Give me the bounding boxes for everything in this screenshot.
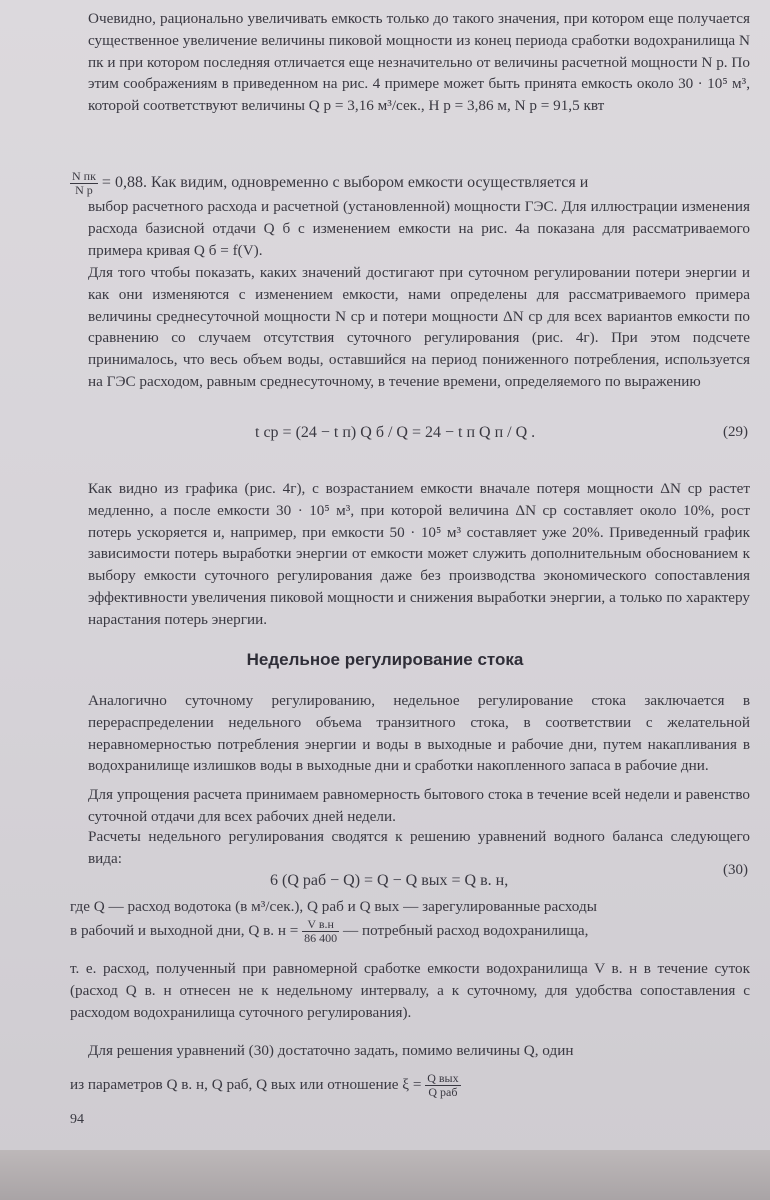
formula-29: t ср = (24 − t п) Q б / Q = 24 − t п Q п / Q . (255, 424, 536, 441)
formula-30: 6 (Q раб − Q) = Q − Q вых = Q в. н, (270, 872, 509, 889)
xi-definition-line: из параметров Q в. н, Q раб, Q вых или отношение ξ = $\frac{\text{Q вых}}{\text{Q раб}}$ (70, 1071, 459, 1099)
fraction-npk-np: $\frac{\text{N пк}}{\text{N р}}$ (72, 169, 96, 197)
paragraph-2: выбор расчетного расхода и расчетной (установленной) мощности ГЭС. Для иллюстрации изменения расхода базисной отдачи Q б с изменением емкости на рис. 4а показана для рассматриваемого примера кривая Q б = f(V). (88, 198, 750, 259)
equation-number-30: (30) (723, 862, 748, 878)
paragraph-1: Очевидно, рационально увеличивать емкость только до такого значения, при котором еще получается существенное увеличение величины пиковой мощности из конец периода сработки водохранилища N пк и при котором последняя отличается еще незначительно от величины расчетной мощности N р. По этим соображениям в приведенном на рис. 4 примере может быть принята емкость около 30 · 10⁵ м³, которой соответствуют величины Q р = 3,16 м³/сек., H р = 3,86 м, N р = 91,5 квт (88, 10, 750, 115)
fraction-qvyh-qrab: $\frac{\text{Q вых}}{\text{Q раб}}$ (427, 1071, 459, 1099)
equation-number-29: (29) (723, 424, 748, 440)
section-heading: Недельное регулирование стока (246, 650, 524, 669)
paragraph-7: Расчеты недельного регулирования сводятся к решению уравнений водного баланса следующего вида: (88, 828, 750, 867)
paragraph-5: Аналогично суточному регулированию, недельное регулирование стока заключается в перераспределении недельного объема транзитного стока, в соответствии с желательной неравномерностью потребления энергии и воды в выходные и рабочие дни, путем накапливания в водохранилище излишков воды в выходные дни и сработки накопленного запаса в рабочие дни. (88, 692, 750, 775)
fraction-vvn-86400: $\frac{\text{V в.н}}{86 400}$ (304, 917, 338, 945)
paragraph-3: Для того чтобы показать, каких значений достигают при суточном регулировании потери энергии и как они изменяются с изменением емкости, нами определены для рассматриваемого примера величины среднесуточной мощности N ср и потери мощности ΔN ср для всех вариантов емкости по сравнению со случаем отсутствия суточного регулирования (рис. 4г). При этом подсчете принималось, что весь объем воды, оставшийся на период пониженного потребления, используется на ГЭС расходом, равным среднесуточному, в течение времени, определяемого по выражению (88, 264, 750, 390)
ratio-text: = 0,88. Как видим, одновременно с выбором емкости осуществляется и (101, 174, 589, 192)
book-edge-shadow (0, 1150, 770, 1200)
paragraph-8: где Q — расход водотока (в м³/сек.), Q раб и Q вых — зарегулированные расходы (70, 898, 597, 915)
paragraph-4: Как видно из графика (рис. 4г), с возрастанием емкости вначале потеря мощности ΔN ср растет медленно, а после емкости 30 · 10⁵ м³, при которой величина ΔN ср составляет около 10%, рост потерь ускоряется и, например, при емкости 50 · 10⁵ м³ составляет уже 20%. Приведенный график зависимости потерь выработки энергии от емкости может служить дополнительным обоснованием к выбору емкости суточного регулирования даже без производства экономического сопоставления эффективности увеличения пиковой мощности и снижения выработки энергии, а только по характеру нарастания потерь энергии. (88, 480, 750, 628)
ratio-line (70, 170, 588, 197)
qvn-definition-line: в рабочий и выходной дни, Q в. н = $\frac{\text{V в.н}}{86 400}$ — потребный расход водохранилища, (70, 917, 589, 945)
paragraph-9: т. е. расход, полученный при равномерной сработке емкости водохранилища V в. н в течение суток (расход Q в. н отнесен не к недельному интервалу, а к суточному, для удобства сопоставления с расходом водохранилища суточного регулирования). (70, 960, 750, 1021)
paragraph-6: Для упрощения расчета принимаем равномерность бытового стока в течение всей недели и равенство суточной отдачи для всех рабочих дней недели. (88, 786, 750, 825)
paragraph-10: Для решения уравнений (30) достаточно задать, помимо величины Q, один (88, 1042, 574, 1059)
page-number: 94 (70, 1112, 84, 1127)
